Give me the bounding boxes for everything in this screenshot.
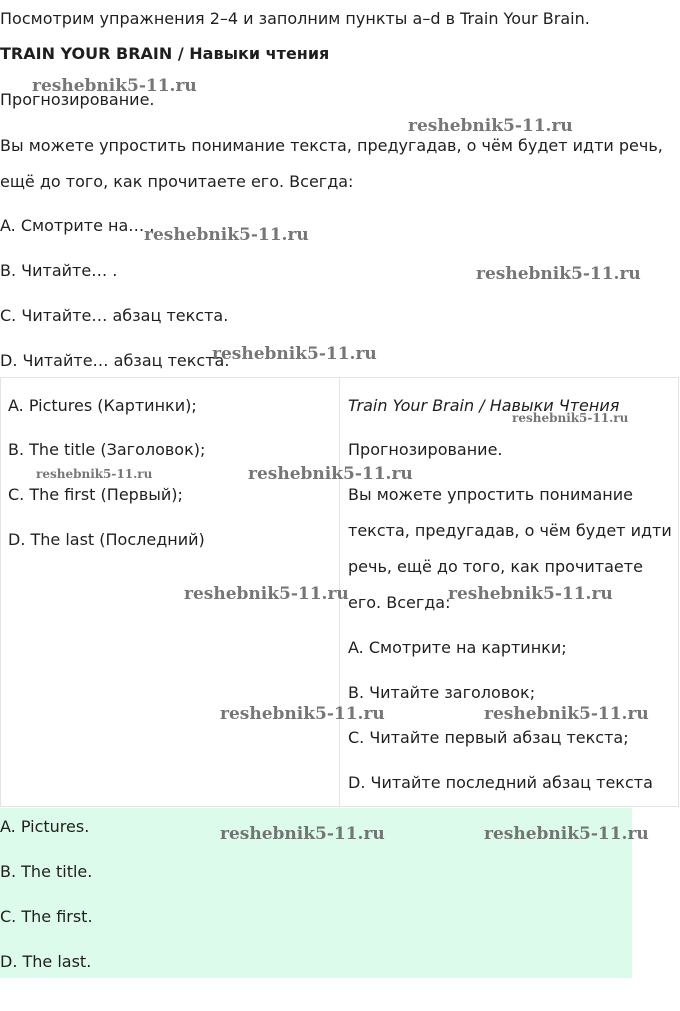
watermark: reshebnik5-11.ru bbox=[36, 467, 153, 481]
section-subheading: Прогнозирование. bbox=[0, 90, 155, 109]
watermark: reshebnik5-11.ru bbox=[220, 824, 385, 844]
answer-item: D. The last. bbox=[0, 952, 92, 971]
section-heading: TRAIN YOUR BRAIN / Навыки чтения bbox=[0, 44, 330, 63]
intro-text: Посмотрим упражнения 2–4 и заполним пункты a–d в Train Your Brain. bbox=[0, 9, 590, 28]
answer-item: C. The first. bbox=[0, 907, 93, 926]
answer-item: A. Pictures. bbox=[0, 817, 90, 836]
watermark: reshebnik5-11.ru bbox=[484, 824, 649, 844]
exercise-item: C. Читайте… абзац текста. bbox=[0, 306, 229, 325]
watermark: reshebnik5-11.ru bbox=[484, 704, 649, 724]
table-right-title: Train Your Brain / Навыки Чтения bbox=[348, 396, 620, 415]
table-left-item: C. The first (Первый); bbox=[8, 485, 183, 504]
answer-item: B. The title. bbox=[0, 862, 93, 881]
exercise-item: B. Читайте… . bbox=[0, 261, 118, 280]
table-right-item: A. Смотрите на картинки; bbox=[348, 638, 567, 657]
table-right-paragraph-line: его. Всегда: bbox=[348, 593, 451, 612]
paragraph-line: ещё до того, как прочитаете его. Всегда: bbox=[0, 172, 354, 191]
table-right-paragraph-line: текста, предугадав, о чём будет идти bbox=[348, 521, 672, 540]
paragraph-line: Вы можете упростить понимание текста, предугадав, о чём будет идти речь, bbox=[0, 136, 663, 155]
exercise-item: D. Читайте… абзац текста. bbox=[0, 351, 230, 370]
table-left-item: B. The title (Заголовок); bbox=[8, 440, 206, 459]
exercise-item: A. Смотрите на… . bbox=[0, 216, 155, 235]
watermark: reshebnik5-11.ru bbox=[248, 464, 413, 484]
table-right-paragraph-line: Вы можете упростить понимание bbox=[348, 485, 633, 504]
watermark: reshebnik5-11.ru bbox=[144, 225, 309, 245]
watermark: reshebnik5-11.ru bbox=[448, 584, 613, 604]
table-right-subheading: Прогнозирование. bbox=[348, 440, 503, 459]
table-left-item: D. The last (Последний) bbox=[8, 530, 205, 549]
watermark: reshebnik5-11.ru bbox=[220, 704, 385, 724]
watermark: reshebnik5-11.ru bbox=[408, 116, 573, 136]
table-right-paragraph-line: речь, ещё до того, как прочитаете bbox=[348, 557, 643, 576]
table-right-item: C. Читайте первый абзац текста; bbox=[348, 728, 629, 747]
watermark: reshebnik5-11.ru bbox=[212, 344, 377, 364]
table-right-item: B. Читайте заголовок; bbox=[348, 683, 536, 702]
watermark: reshebnik5-11.ru bbox=[476, 264, 641, 284]
table-left-item: A. Pictures (Картинки); bbox=[8, 396, 197, 415]
watermark: reshebnik5-11.ru bbox=[32, 76, 197, 96]
watermark: reshebnik5-11.ru bbox=[184, 584, 349, 604]
watermark: reshebnik5-11.ru bbox=[512, 411, 629, 425]
table-right-item: D. Читайте последний абзац текста bbox=[348, 773, 653, 792]
